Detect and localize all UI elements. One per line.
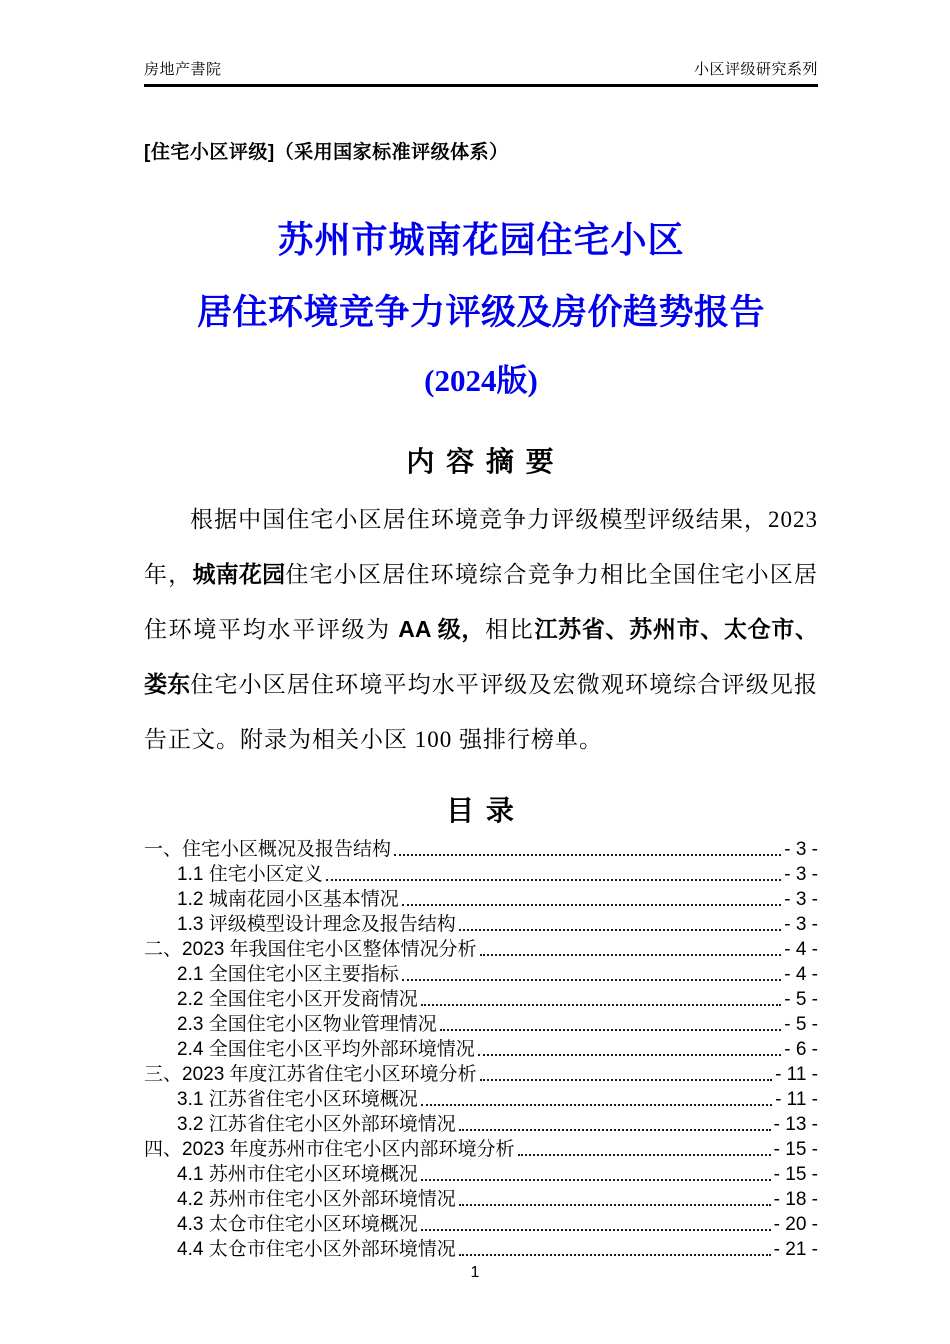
report-title-block (144, 212, 818, 400)
toc-entry-label: 1.2 城南花园小区基本情况 (177, 889, 399, 910)
toc-entry[interactable] (144, 862, 818, 887)
summary-text-segment: 根据中国住宅小区居住环境竞争力评级模型评级结果，2023 年， (144, 507, 818, 587)
summary-bold-segment: 江苏省、苏州市、太仓市、娄东 (144, 616, 818, 697)
toc-entry-label: 3.2 江苏省住宅小区外部环境情况 (177, 1114, 456, 1135)
toc-entry[interactable] (144, 1112, 818, 1137)
toc-entry[interactable] (144, 1162, 818, 1187)
toc-entry-label: 2.1 全国住宅小区主要指标 (177, 964, 399, 985)
summary-text-segment: 住宅小区居住环境平均水平评级及宏微观环境综合评级见报告正文。附录为相关小区 100 强排行榜单。 (144, 672, 819, 752)
toc-entry-label: 2.4 全国住宅小区平均外部环境情况 (177, 1039, 475, 1060)
summary-paragraph (144, 492, 818, 767)
toc-heading: 目 录 (446, 795, 516, 826)
toc-entry[interactable] (144, 887, 818, 912)
toc-entry[interactable] (144, 1012, 818, 1037)
toc-entry-page: - 6 - (784, 1039, 818, 1060)
toc-dotted-leader (480, 1079, 773, 1081)
toc-dotted-leader (421, 1229, 771, 1231)
report-title-edition: (2024版) (424, 363, 538, 398)
toc-dotted-leader (421, 1179, 771, 1181)
toc-dotted-leader (459, 1129, 771, 1131)
toc-entry[interactable] (144, 1237, 818, 1262)
summary-text-segment: 相比 (485, 617, 535, 642)
toc-entry[interactable] (144, 1087, 818, 1112)
toc-entry-page: - 4 - (784, 939, 818, 960)
toc-entry-label: 2.3 全国住宅小区物业管理情况 (177, 1014, 437, 1035)
summary-heading: 内 容 摘 要 (406, 446, 556, 477)
page-number: 1 (470, 1264, 480, 1281)
toc-dotted-leader (394, 854, 781, 856)
toc-entry[interactable] (144, 937, 818, 962)
toc-entry-label: 一、住宅小区概况及报告结构 (144, 839, 392, 860)
classification-line: [住宅小区评级]（采用国家标准评级体系） (144, 142, 509, 163)
toc-dotted-leader (459, 1254, 771, 1256)
toc-entry-page: - 21 - (773, 1239, 818, 1260)
table-of-contents (144, 837, 818, 1262)
summary-text-segment: 住宅小区居住环境综合竞争力相比全国住宅小区居住环境平均水平评级为 (144, 562, 819, 642)
toc-entry-label: 三、2023 年度江苏省住宅小区环境分析 (144, 1064, 477, 1085)
toc-dotted-leader (459, 929, 782, 931)
toc-entry-label: 4.3 太仓市住宅小区环境概况 (177, 1214, 418, 1235)
toc-entry[interactable] (144, 1212, 818, 1237)
toc-entry-label: 四、2023 年度苏州市住宅小区内部环境分析 (144, 1139, 515, 1160)
toc-entry-page: - 13 - (773, 1114, 818, 1135)
toc-entry-page: - 11 - (775, 1064, 818, 1085)
toc-entry-page: - 5 - (784, 989, 818, 1010)
toc-dotted-leader (480, 954, 782, 956)
toc-entry-page: - 3 - (784, 889, 818, 910)
toc-entry[interactable] (144, 1037, 818, 1062)
summary-bold-segment: AA 级， (398, 616, 486, 642)
toc-entry-page: - 3 - (784, 864, 818, 885)
toc-dotted-leader (402, 904, 782, 906)
toc-dotted-leader (326, 879, 782, 881)
toc-entry[interactable] (144, 837, 818, 862)
toc-dotted-leader (459, 1204, 771, 1206)
header-right-text: 小区评级研究系列 (693, 61, 818, 78)
toc-entry-page: - 3 - (784, 914, 818, 935)
toc-entry[interactable] (144, 912, 818, 937)
toc-entry-page: - 5 - (784, 1014, 818, 1035)
summary-bold-segment: 城南花园 (192, 561, 286, 587)
toc-entry[interactable] (144, 1062, 818, 1087)
toc-entry[interactable] (144, 1137, 818, 1162)
toc-entry-page: - 3 - (784, 839, 818, 860)
toc-entry-page: - 20 - (773, 1214, 818, 1235)
toc-entry-label: 二、2023 年我国住宅小区整体情况分析 (144, 939, 477, 960)
toc-dotted-leader (402, 979, 782, 981)
toc-dotted-leader (518, 1154, 771, 1156)
toc-entry-page: - 15 - (773, 1139, 818, 1160)
toc-entry-page: - 15 - (773, 1164, 818, 1185)
toc-entry-page: - 4 - (784, 964, 818, 985)
toc-entry[interactable] (144, 962, 818, 987)
toc-dotted-leader (440, 1029, 782, 1031)
toc-entry-label: 1.3 评级模型设计理念及报告结构 (177, 914, 456, 935)
toc-entry-label: 1.1 住宅小区定义 (177, 864, 323, 885)
toc-dotted-leader (478, 1054, 782, 1056)
toc-dotted-leader (421, 1004, 782, 1006)
toc-entry-label: 2.2 全国住宅小区开发商情况 (177, 989, 418, 1010)
header-left-text: 房地产書院 (144, 61, 222, 78)
toc-entry-label: 4.2 苏州市住宅小区外部环境情况 (177, 1189, 456, 1210)
toc-entry-label: 4.1 苏州市住宅小区环境概况 (177, 1164, 418, 1185)
toc-entry[interactable] (144, 1187, 818, 1212)
report-title-line2: 居住环境竞争力评级及房价趋势报告 (196, 293, 765, 332)
toc-entry-label: 4.4 太仓市住宅小区外部环境情况 (177, 1239, 456, 1260)
toc-entry-page: - 18 - (773, 1189, 818, 1210)
toc-entry[interactable] (144, 987, 818, 1012)
running-header (144, 58, 818, 87)
toc-dotted-leader (421, 1104, 772, 1106)
report-title-line1: 苏州市城南花园住宅小区 (277, 220, 685, 260)
toc-entry-label: 3.1 江苏省住宅小区环境概况 (177, 1089, 418, 1110)
toc-entry-page: - 11 - (775, 1089, 818, 1110)
